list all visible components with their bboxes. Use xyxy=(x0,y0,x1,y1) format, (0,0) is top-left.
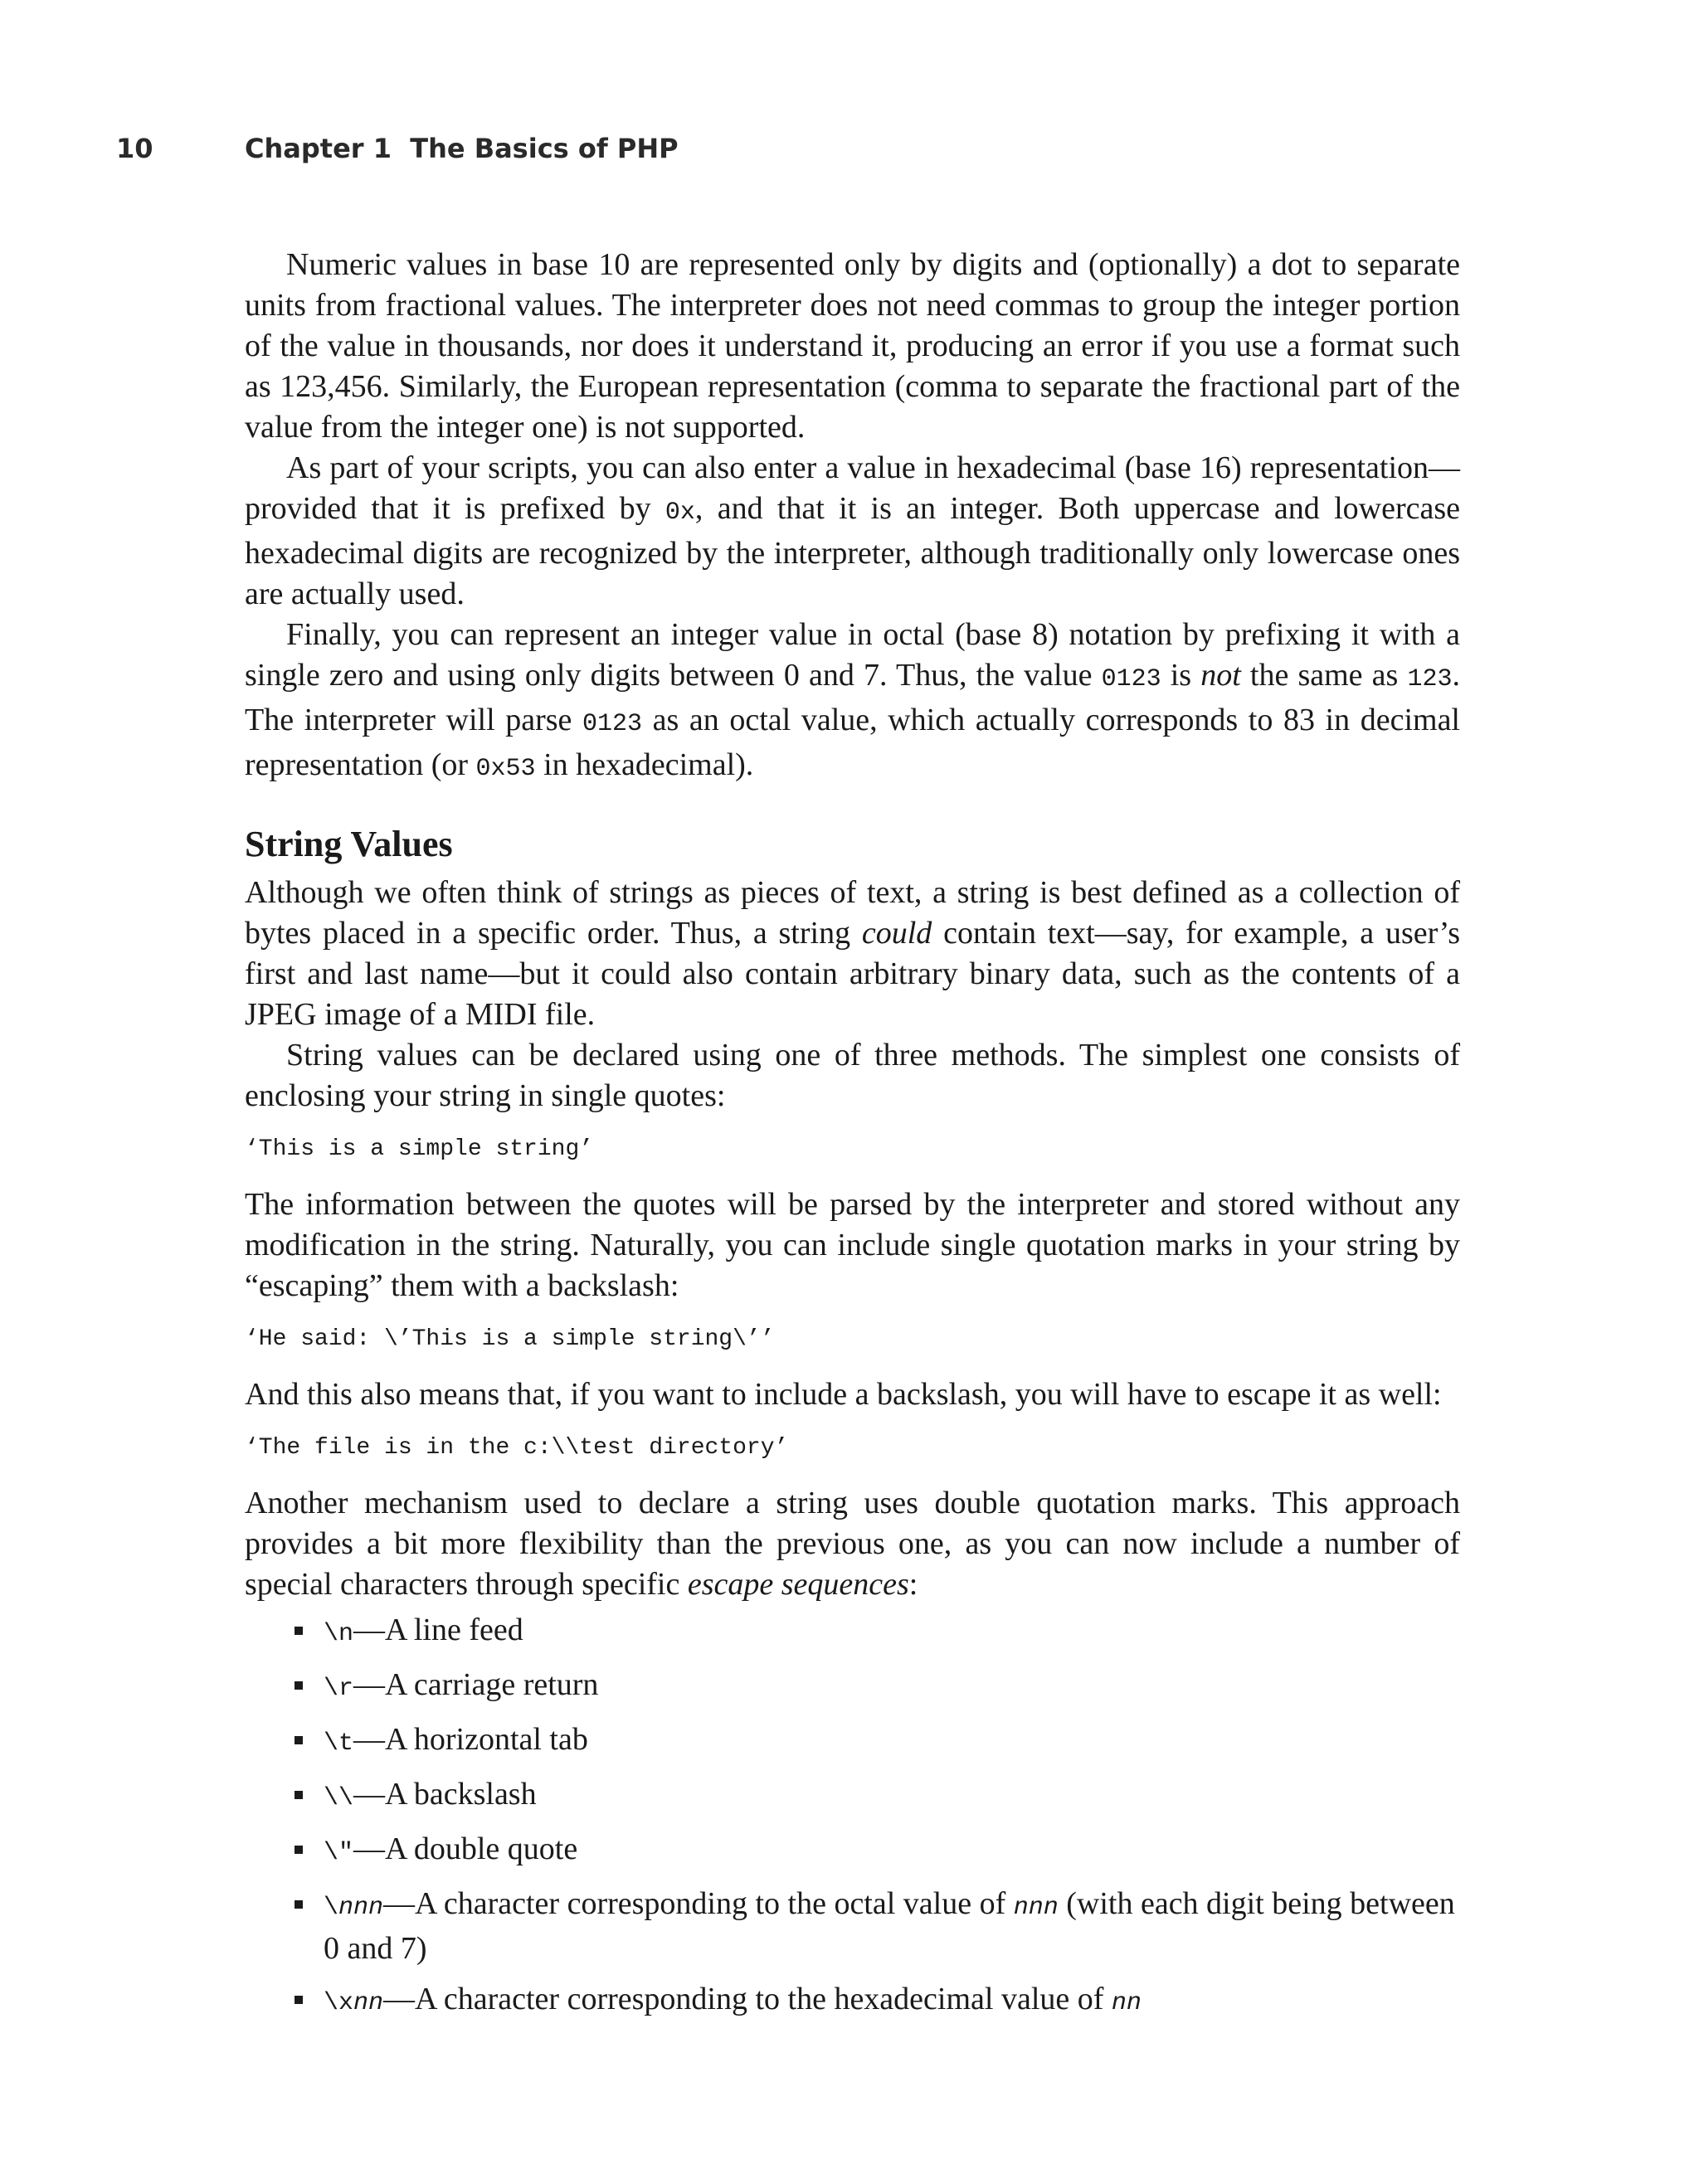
text-span: the same as xyxy=(1240,658,1408,693)
list-item xyxy=(295,1884,1460,1969)
list-item xyxy=(295,1610,1460,1655)
bullet-icon xyxy=(295,1996,303,2004)
paragraph-hexadecimal xyxy=(245,448,1460,615)
paragraph-octal xyxy=(245,615,1460,790)
paragraph-double-quotes xyxy=(245,1483,1460,1605)
inline-code: 0x xyxy=(665,499,695,527)
escape-code-variable: nnn xyxy=(338,1894,384,1922)
code-example-escaped-quote: ‘He said: \’This is a simple string\’’ xyxy=(245,1326,775,1352)
code-example-escaped-backslash: ‘The file is in the c:\\test directory’ xyxy=(245,1435,789,1461)
running-head xyxy=(116,133,679,164)
code-example-simple-string: ‘This is a simple string’ xyxy=(245,1136,594,1162)
paragraph-numeric-base10: Numeric values in base 10 are represented only by digits and (optionally) a dot to separate units from fractional values. The interpreter does not need commas to group the integer portion of the value in thousands, nor does it understand it, producing an error if you use a format such as 123,456. Similarly, the European representation (comma to separate the fractional part of the value from the integer one) is not supported. xyxy=(245,247,1460,445)
escape-description: —A character corresponding to the octal value of xyxy=(383,1886,1014,1921)
section-heading: String Values xyxy=(245,824,453,864)
text-span: , and that it is an integer. Both uppercase and lowercase hexadecimal digits are recognized by the interpreter, although traditionally only lowercase ones are actually used. xyxy=(245,491,1460,611)
list-item xyxy=(295,1665,1460,1710)
escape-code: \t xyxy=(324,1729,354,1758)
bullet-icon xyxy=(295,1681,303,1690)
text-span: Finally, you can represent an integer value in octal (base 8) notation by prefixing it with a single zero and using only digits between 0 and 7. Thus, the value xyxy=(245,617,1460,693)
escape-description-tail: (with each digit being between 0 and 7) xyxy=(324,1886,1455,1966)
inline-code-variable: nn xyxy=(1111,1989,1142,2017)
text-span: As part of your scripts, you can also enter a value in hexadecimal (base 16) representation—provided that it is prefixed by xyxy=(245,450,1460,526)
paragraph-declaration-methods: String values can be declared using one of three methods. The simplest one consists of enclosing your string in single quotes: xyxy=(245,1038,1460,1113)
escape-code: \n xyxy=(324,1620,354,1648)
inline-code: 0x53 xyxy=(475,755,536,783)
emphasis: not xyxy=(1200,658,1241,693)
escape-code: \ xyxy=(324,1894,339,1922)
escape-sequence-list xyxy=(245,1610,1460,2024)
escape-code: \\ xyxy=(324,1784,354,1812)
escape-description: —A backslash xyxy=(353,1777,537,1812)
page-body xyxy=(245,245,1460,2034)
text-span: as an octal value, which actually corresponds to 83 in decimal representation (or xyxy=(245,703,1460,782)
list-item xyxy=(295,1719,1460,1764)
bullet-icon xyxy=(295,1846,303,1854)
escape-description: —A line feed xyxy=(353,1612,523,1647)
paragraph-escaping-quotes: The information between the quotes will be parsed by the interpreter and stored without any modification in the string. Naturally, you can include single quotation marks in your string by “escaping” them with a backslash: xyxy=(245,1187,1460,1303)
emphasis: escape sequences xyxy=(687,1567,909,1602)
list-item xyxy=(295,1774,1460,1819)
page-number: 10 xyxy=(116,133,153,164)
bullet-icon xyxy=(295,1736,303,1744)
escape-description: —A carriage return xyxy=(353,1667,599,1702)
escape-description: —A character corresponding to the hexadecimal value of xyxy=(383,1982,1112,2016)
inline-code: 0123 xyxy=(582,710,643,738)
emphasis: could xyxy=(861,916,932,951)
bullet-icon xyxy=(295,1791,303,1799)
text-span: in hexadecimal). xyxy=(535,747,754,782)
escape-description: —A horizontal tab xyxy=(353,1722,588,1757)
escape-code-variable: nn xyxy=(353,1989,384,2017)
bullet-icon xyxy=(295,1900,303,1909)
inline-code: 0123 xyxy=(1101,665,1161,693)
text-span: is xyxy=(1161,658,1201,693)
text-span: Although we often think of strings as pieces of text, a string is best defined as a collection of bytes placed in a specific order. Thus, a string xyxy=(245,875,1460,951)
escape-description: —A double quote xyxy=(353,1831,578,1866)
text-span: Another mechanism used to declare a string uses double quotation marks. This approach provides a bit more flexibility than the previous one, as you can now include a number of special characters through specific xyxy=(245,1486,1460,1602)
list-item xyxy=(295,1829,1460,1874)
inline-code-variable: nnn xyxy=(1013,1894,1059,1922)
escape-code: \″ xyxy=(324,1839,354,1867)
bullet-icon xyxy=(295,1627,303,1635)
chapter-title: Chapter 1 The Basics of PHP xyxy=(245,133,679,164)
paragraph-escaping-backslash: And this also means that, if you want to include a backslash, you will have to escape it as well: xyxy=(245,1377,1442,1412)
escape-code: \r xyxy=(324,1675,354,1703)
text-span: contain text—say, for example, a user’s first and last name—but it could also contain arbitrary binary data, such as the contents of a JPEG image of a MIDI file. xyxy=(245,916,1461,1032)
paragraph-string-definition xyxy=(245,873,1460,1035)
list-item xyxy=(295,1979,1460,2024)
text-span: . The interpreter will parse xyxy=(245,658,1460,737)
escape-code: \x xyxy=(324,1989,354,2017)
text-span: : xyxy=(908,1567,918,1602)
inline-code: 123 xyxy=(1407,665,1453,693)
